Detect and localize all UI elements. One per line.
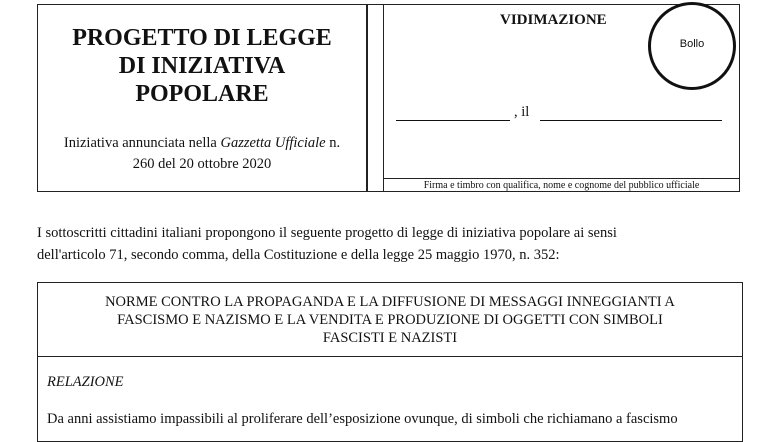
vidimazione-inner-border <box>383 4 384 192</box>
intro-line-2: dell'articolo 71, secondo comma, della Costituzione e della legge 25 maggio 1970, n. 352: <box>37 247 560 263</box>
title-line-3: POPOLARE <box>135 81 269 107</box>
announcement-suffix: n. <box>325 135 341 151</box>
bill-title-line-3: FASCISTI E NAZISTI <box>322 330 458 346</box>
bill-title-line-1: NORME CONTRO LA PROPAGANDA E LA DIFFUSIONE DI MESSAGGI INNEGGIANTI A <box>105 294 675 310</box>
gazette-name: Gazzetta Ufficiale <box>220 135 326 151</box>
announcement-date: 260 del 20 ottobre 2020 <box>132 156 272 172</box>
bollo-label: Bollo <box>679 38 705 50</box>
intro-paragraph <box>37 222 737 266</box>
intro-line-1: I sottoscritti cittadini italiani propongono il seguente progetto di legge di iniziativa popolare ai sensi <box>37 225 617 241</box>
signature-caption: Firma e timbro con qualifica, nome e cognome del pubblico ufficiale <box>423 180 700 191</box>
place-blank-line <box>396 120 510 121</box>
relazione-heading: RELAZIONE <box>47 374 124 390</box>
announcement-prefix: Iniziativa annunciata nella <box>63 135 221 151</box>
title-line-1: PROGETTO DI LEGGE <box>72 25 332 51</box>
title-line-2: DI INIZIATIVA <box>118 53 286 79</box>
relazione-body-text: Da anni assistiamo impassibili al proliferare dell’esposizione ovunque, di simboli che richiamano a fascismo <box>47 411 678 427</box>
vidimazione-label: VIDIMAZIONE <box>500 12 607 28</box>
date-blank-line <box>540 120 722 121</box>
bill-title <box>37 293 743 347</box>
announcement-text <box>37 133 367 175</box>
date-separator: , il <box>514 104 530 120</box>
document-title <box>37 24 367 108</box>
signature-divider <box>383 178 740 179</box>
bill-title-line-2: FASCISMO E NAZISMO E LA VENDITA E PRODUZIONE DI OGGETTI CON SIMBOLI <box>117 312 663 328</box>
bill-section-divider <box>37 356 743 357</box>
